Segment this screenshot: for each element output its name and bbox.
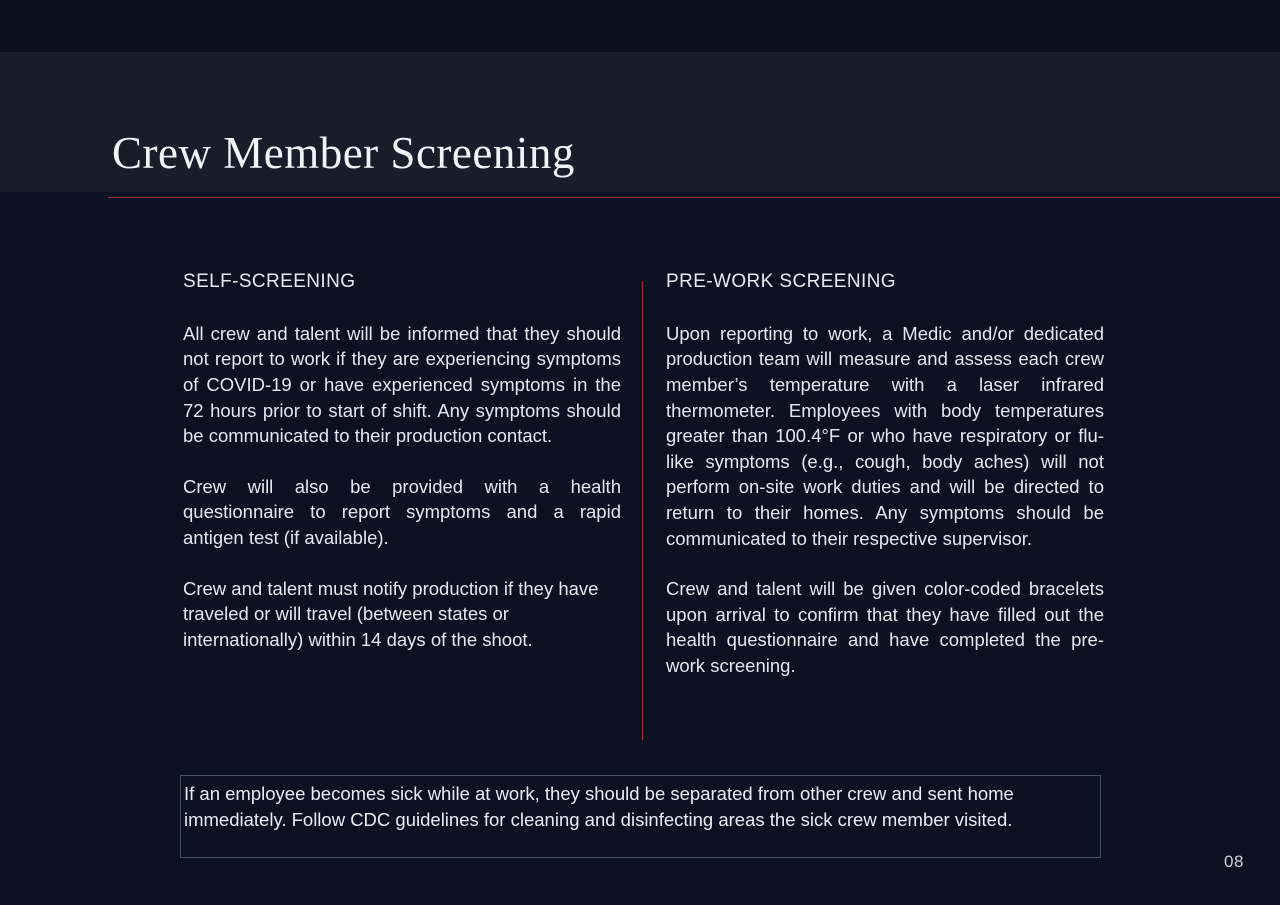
paragraph: Upon reporting to work, a Medic and/or dedicated production team will measure and assess each crew member’s temperature with a laser infrared thermometer. Employees with body temperatures greater than 100.4°F or who have respiratory or flu-like symptoms (e.g., cough, body aches) will not perform on-site work duties and will be directed to return to their homes. Any symptoms should be communicated to their respective supervisor. xyxy=(666,322,1104,549)
paragraph: Crew and talent must notify production if they have traveled or will travel (between states or internationally) within 14 days of the shoot. xyxy=(183,577,599,650)
paragraph: Crew and talent will be given color-coded bracelets upon arrival to confirm that they have filled out the health questionnaire and have completed the pre-work screening. xyxy=(666,578,1104,677)
paragraph: All crew and talent will be informed that they should not report to work if they are experiencing symptoms of COVID-19 or have experienced symptoms in the 72 hours prior to start of shift. Any symptoms should be communicated to their production contact. xyxy=(183,322,621,447)
column-divider-rule xyxy=(642,281,643,740)
callout-box xyxy=(180,775,1101,858)
callout-text: If an employee becomes sick while at work, they should be separated from other crew and sent home immediately. Follow CDC guidelines for cleaning and disinfecting areas the sick crew member visited. xyxy=(184,783,1014,830)
column-heading-self-screening: SELF-SCREENING xyxy=(183,271,356,292)
column-pre-work-screening xyxy=(666,272,1104,679)
column-self-screening xyxy=(183,272,621,652)
page-number: 08 xyxy=(1224,852,1244,871)
column-heading-pre-work-screening: PRE-WORK SCREENING xyxy=(666,271,896,292)
paragraph: Crew will also be provided with a health questionnaire to report symptoms and a rapid antigen test (if available). xyxy=(183,475,621,549)
page-title: Crew Member Screening xyxy=(112,128,575,179)
